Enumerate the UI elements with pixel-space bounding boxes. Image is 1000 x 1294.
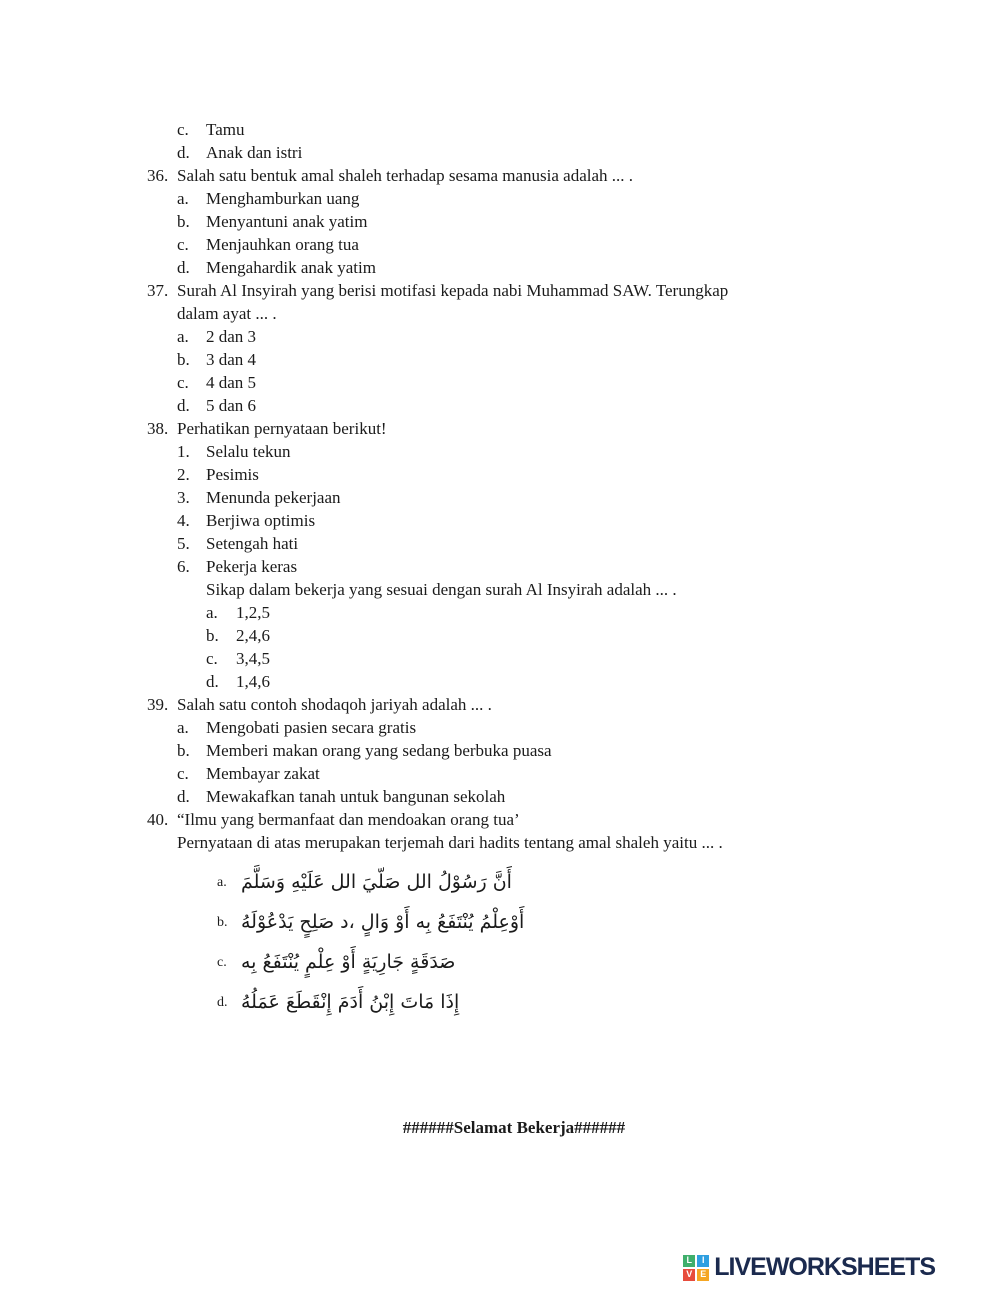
option-row [177,118,907,141]
question-body [177,417,907,693]
question-text: Perhatikan pernyataan berikut! [177,419,387,438]
option-text: Menyantuni anak yatim [206,212,368,231]
logo-tile-e: E [697,1269,709,1281]
option-row [177,785,907,808]
option-text: Menjauhkan orang tua [206,235,359,254]
liveworksheets-icon [683,1255,709,1281]
orphan-options [177,118,907,164]
statement-text: Setengah hati [206,534,299,553]
option-text: Anak dan istri [206,143,303,162]
statement-text: Selalu tekun [206,442,291,461]
exam-content [147,118,907,1028]
option-text: Tamu [206,120,245,139]
option-text: 2,4,6 [236,626,270,645]
option-label: c. [177,120,189,139]
statement-text: Berjiwa optimis [206,511,316,530]
question-options [177,325,907,417]
option-label: b. [177,350,190,369]
liveworksheets-logo[interactable] [683,1253,935,1282]
option-text: 4 dan 5 [206,373,257,392]
option-text: Mengahardik anak yatim [206,258,376,277]
option-label: d. [177,396,190,415]
option-text: 1,4,6 [236,672,270,691]
arabic-text: صَدَقَةٍ جَارِيَةٍ أَوْ عِلْمٍ يُنْتَفَعُ بِه [241,950,456,973]
option-row [206,601,907,624]
question-number: 36. [147,166,169,185]
logo-tile-v: V [683,1269,695,1281]
question-number: 38. [147,419,169,438]
arabic-text: أَنَّ رَسُوْلُ الل صَلّيَ الل عَلَيْهِ وَسَلَّمَ [241,870,512,893]
option-text: Mewakafkan tanah untuk bangunan sekolah [206,787,506,806]
option-row [206,647,907,670]
statement-label: 5. [177,534,190,553]
option-text: Membayar zakat [206,764,320,783]
option-row [217,868,907,896]
question-options [177,716,907,808]
option-label: c. [177,764,189,783]
question-39 [147,693,907,808]
question-36 [147,164,907,279]
statement-text: Menunda pekerjaan [206,488,341,507]
statement-label: 2. [177,465,190,484]
closing-message: ######Selamat Bekerja###### [402,1118,626,1137]
option-text: 5 dan 6 [206,396,257,415]
question-body [177,164,907,279]
logo-tile-i: I [697,1255,709,1267]
option-label: b. [217,914,228,930]
statement-label: 1. [177,442,190,461]
option-label: c. [206,649,218,668]
question-number: 37. [147,281,169,300]
statement-text: Pekerja keras [206,557,298,576]
option-label: c. [177,235,189,254]
option-row [217,908,907,936]
option-row [177,394,907,417]
question-options [206,601,907,693]
option-label: d. [206,672,219,691]
statement-row [177,440,907,463]
statement-list [177,440,907,578]
question-text: Salah satu bentuk amal shaleh terhadap sesama manusia adalah ... . [177,166,634,185]
question-text-line1: Surah Al Insyirah yang berisi motifasi kepada nabi Muhammad SAW. Terungkap [177,281,729,300]
option-row [177,325,907,348]
option-row [177,141,907,164]
option-label: a. [177,189,189,208]
question-37 [147,279,907,417]
option-row [177,348,907,371]
option-label: b. [206,626,219,645]
question-text: Pernyataan di atas merupakan terjemah dari hadits tentang amal shaleh yaitu ... . [177,833,723,852]
option-row [177,739,907,762]
option-text: Memberi makan orang yang sedang berbuka puasa [206,741,552,760]
option-row [206,670,907,693]
arabic-text: إِذَا مَاتَ إِبْنُ أَدَمَ إِنْقَطَعَ عَمَلُهُ [241,990,460,1013]
option-label: c. [177,373,189,392]
statement-row [177,532,907,555]
option-row [177,762,907,785]
question-continuation: Sikap dalam bekerja yang sesuai dengan surah Al Insyirah adalah ... . [206,580,677,599]
option-row [206,624,907,647]
option-text: Mengobati pasien secara gratis [206,718,417,737]
statement-label: 6. [177,557,190,576]
option-label: d. [177,258,190,277]
option-text: 2 dan 3 [206,327,257,346]
option-text: 1,2,5 [236,603,270,622]
option-label: b. [177,212,190,231]
logo-tile-l: L [683,1255,695,1267]
question-number: 40. [147,810,169,829]
option-label: d. [177,143,190,162]
option-text: 3 dan 4 [206,350,257,369]
question-body [177,693,907,808]
question-number: 39. [147,695,169,714]
option-row [177,371,907,394]
statement-row [177,463,907,486]
question-quote: “Ilmu yang bermanfaat dan mendoakan orang tua’ [177,810,520,829]
statement-label: 3. [177,488,190,507]
arabic-options [217,868,907,1016]
arabic-text: أَوْعِلْمُ يُنْتَفَعُ بِه أَوْ وَالٍ ،د صَلِحٍ يَدْعُوْلَهُ [241,910,525,933]
option-label: a. [177,327,189,346]
option-text: Menghamburkan uang [206,189,360,208]
statement-label: 4. [177,511,190,530]
option-label: d. [217,994,228,1010]
option-row [217,988,907,1016]
question-options [177,187,907,279]
option-row [217,948,907,976]
statement-row [177,509,907,532]
statement-row [177,555,907,578]
option-row [177,233,907,256]
option-label: b. [177,741,190,760]
option-row [177,210,907,233]
statement-row [177,486,907,509]
option-text: 3,4,5 [236,649,270,668]
option-label: a. [177,718,189,737]
question-40 [147,808,907,1028]
question-text: Salah satu contoh shodaqoh jariyah adalah ... . [177,695,492,714]
option-row [177,187,907,210]
option-row [177,256,907,279]
question-body [177,808,907,1028]
option-label: c. [217,954,227,970]
liveworksheets-wordmark: LIVEWORKSHEETS [714,1253,935,1281]
option-label: a. [206,603,218,622]
option-label: d. [177,787,190,806]
option-label: a. [217,874,227,890]
question-body [177,279,907,417]
question-38 [147,417,907,693]
question-text-line2: dalam ayat ... . [177,304,277,323]
option-row [177,716,907,739]
statement-text: Pesimis [206,465,259,484]
